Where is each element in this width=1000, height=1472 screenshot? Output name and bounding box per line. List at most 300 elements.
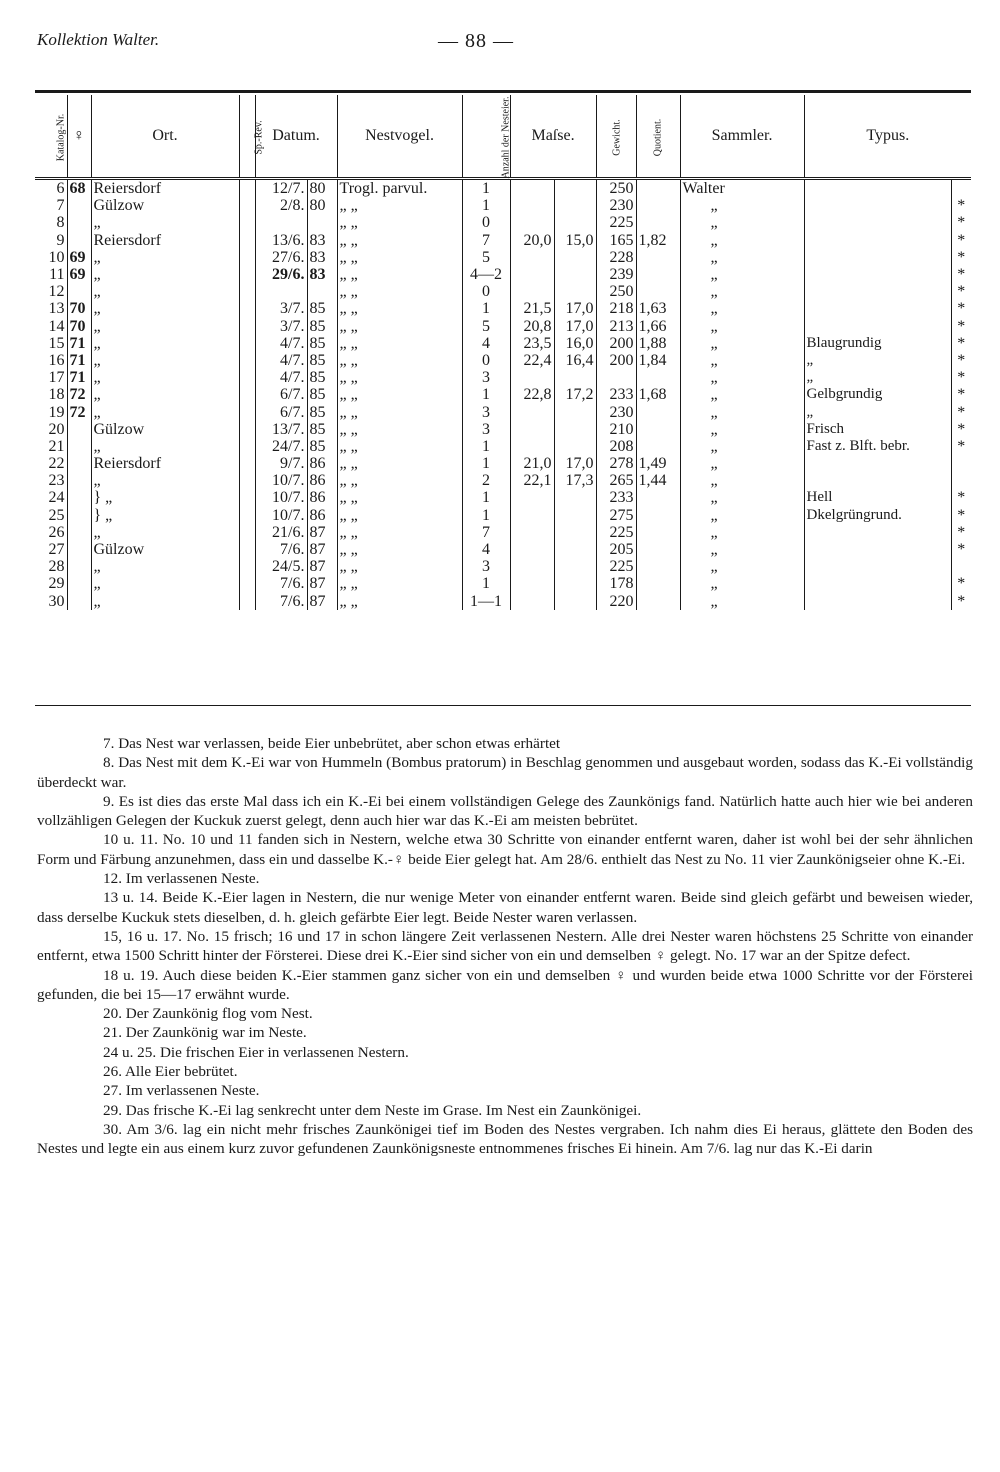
cell-sp <box>239 283 255 300</box>
cell-m2 <box>554 558 596 575</box>
cell-m1: 22,8 <box>510 386 554 403</box>
cell-star: * <box>951 386 971 403</box>
cell-star <box>951 558 971 575</box>
cell-datum: 10/7. <box>255 507 307 524</box>
cell-m2: 16,0 <box>554 335 596 352</box>
cell-f: 69 <box>67 249 91 266</box>
cell-f <box>67 507 91 524</box>
cell-datum: 3/7. <box>255 318 307 335</box>
cell-vogel: Trogl. parvul. <box>337 179 462 198</box>
cell-vogel: „ „ <box>337 438 462 455</box>
cell-ort: „ <box>91 593 239 610</box>
cell-sp <box>239 214 255 231</box>
cell-gew <box>596 369 636 386</box>
col-katalog: Katalog-Nr. <box>35 95 67 179</box>
cell-datum: 6/7. <box>255 403 307 420</box>
cell-m1 <box>510 197 554 214</box>
col-quotient: Quotient. <box>636 95 680 179</box>
cell-sammler: „ <box>680 318 804 335</box>
cell-datum: 10/7. <box>255 472 307 489</box>
cell-n: 0 <box>462 352 510 369</box>
cell-star: * <box>951 335 971 352</box>
cell-yr: 83 <box>307 249 337 266</box>
cell-star: * <box>951 541 971 558</box>
cell-n: 3 <box>462 369 510 386</box>
cell-typ <box>804 318 951 335</box>
cell-datum: 21/6. <box>255 524 307 541</box>
cell-f: 72 <box>67 386 91 403</box>
cell-nr: 8 <box>56 214 65 232</box>
cell-datum: 4/7. <box>255 369 307 386</box>
cell-datum: 29/6. <box>255 266 307 283</box>
cell-sammler: „ <box>680 541 804 558</box>
cell-ort: „ <box>91 335 239 352</box>
cell-typ <box>804 300 951 317</box>
cell-yr: 87 <box>307 541 337 558</box>
cell-vogel: „ „ <box>337 403 462 420</box>
cell-n: 4—2 <box>462 266 510 283</box>
table-row <box>35 455 971 472</box>
cell-gew: 278 <box>596 455 636 472</box>
cell-sammler: „ <box>680 438 804 455</box>
cell-m1: 20,0 <box>510 232 554 249</box>
cell-gew: 220 <box>596 593 636 610</box>
cell-n: 3 <box>462 421 510 438</box>
cell-m2: 17,3 <box>554 472 596 489</box>
table-row <box>35 300 971 317</box>
cell-sp <box>239 438 255 455</box>
cell-m1: 21,0 <box>510 455 554 472</box>
table-row <box>35 214 971 231</box>
cell-gew: 225 <box>596 214 636 231</box>
cell-sp <box>239 455 255 472</box>
cell-nr: 14 <box>48 317 65 335</box>
page-number: — 88 — <box>438 30 514 52</box>
cell-n: 7 <box>462 232 510 249</box>
cell-sp <box>239 232 255 249</box>
cell-yr: 85 <box>307 318 337 335</box>
cell-typ: „ <box>804 403 951 420</box>
cell-sp <box>239 179 255 198</box>
cell-nr: 22 <box>48 455 65 473</box>
cell-m1 <box>510 575 554 592</box>
cell-quot: 1,49 <box>636 455 680 472</box>
cell-f <box>67 214 91 231</box>
footnote-paragraph: 30. Am 3/6. lag ein nicht mehr frisches Zaunkönigei tief im Boden des Nestes vergraben. Ich nahm dies Ei heraus, glättete den Boden des Nestes und legte ein aus einem kurz zuvor gefundenen Zaunkönigsneste entnommenes frisches Ei hinein. Am 7/6. lag nur das K.-Ei darin <box>37 1120 973 1158</box>
cell-sp <box>239 369 255 386</box>
cell-gew: 239 <box>596 266 636 283</box>
cell-star: * <box>951 421 971 438</box>
cell-sp <box>239 593 255 610</box>
table-row <box>35 472 971 489</box>
cell-yr: 87 <box>307 524 337 541</box>
cell-datum: 12/7. <box>255 179 307 198</box>
table-row <box>35 489 971 506</box>
table-row <box>35 318 971 335</box>
cell-m1 <box>510 524 554 541</box>
cell-f: 69 <box>67 266 91 283</box>
cell-sammler: „ <box>680 214 804 231</box>
cell-yr: 85 <box>307 369 337 386</box>
cell-yr: 87 <box>307 558 337 575</box>
cell-quot <box>636 197 680 214</box>
cell-star: * <box>951 593 971 610</box>
cell-nr: 30 <box>48 592 65 610</box>
cell-sammler: „ <box>680 403 804 420</box>
col-sprev: Sp.-Rev. <box>239 95 255 179</box>
table-row <box>35 249 971 266</box>
cell-sp <box>239 318 255 335</box>
footnote-paragraph: 15, 16 u. 17. No. 15 frisch; 16 und 17 in schon längere Zeit verlassenen Nestern. Alle drei Nester waren höchstens 25 Schritte von einander entfernt, etwa 1500 Schritt hinter der Försterei. Diese drei K.-Eier sind sicher von ein und demselben ♀ gelegt. No. 17 war an der Spitze defect. <box>37 927 973 965</box>
cell-ort: „ <box>91 300 239 317</box>
cell-quot <box>636 558 680 575</box>
cell-vogel: „ „ <box>337 318 462 335</box>
cell-ort: „ <box>91 283 239 300</box>
cell-datum <box>255 283 307 300</box>
cell-typ: Hell <box>804 489 951 506</box>
cell-vogel: „ „ <box>337 352 462 369</box>
cell-typ <box>804 266 951 283</box>
cell-nr: 19 <box>48 403 65 421</box>
cell-m1 <box>510 541 554 558</box>
cell-sp <box>239 386 255 403</box>
cell-quot <box>636 214 680 231</box>
table-row <box>35 266 971 283</box>
cell-yr: 83 <box>307 232 337 249</box>
cell-gew: 250 <box>596 179 636 198</box>
col-gewicht: Gewicht. <box>596 95 636 179</box>
cell-m2 <box>554 179 596 198</box>
cell-nr: 27 <box>48 541 65 559</box>
cell-n: 1 <box>462 179 510 198</box>
cell-typ <box>804 214 951 231</box>
cell-f <box>67 575 91 592</box>
cell-gew: 205 <box>596 541 636 558</box>
cell-n: 1 <box>462 455 510 472</box>
cell-f <box>67 489 91 506</box>
table-row <box>35 352 971 369</box>
cell-m1: 23,5 <box>510 335 554 352</box>
cell-nr: 29 <box>48 575 65 593</box>
cell-sammler: „ <box>680 352 804 369</box>
cell-nr: 18 <box>48 386 65 404</box>
cell-m2 <box>554 403 596 420</box>
cell-sp <box>239 352 255 369</box>
cell-sammler: „ <box>680 489 804 506</box>
cell-sammler: „ <box>680 300 804 317</box>
cell-typ: „ <box>804 369 951 386</box>
cell-ort: Reiersdorf <box>91 179 239 198</box>
cell-vogel: „ „ <box>337 214 462 231</box>
cell-yr: 86 <box>307 507 337 524</box>
table-row <box>35 593 971 610</box>
cell-quot: 1,88 <box>636 335 680 352</box>
cell-typ: Blaugrundig <box>804 335 951 352</box>
cell-ort: } „ <box>91 489 239 506</box>
cell-star: * <box>951 575 971 592</box>
cell-gew: 200 <box>596 335 636 352</box>
cell-n: 2 <box>462 472 510 489</box>
cell-nr: 21 <box>48 437 65 455</box>
cell-vogel: „ „ <box>337 455 462 472</box>
cell-m2: 15,0 <box>554 232 596 249</box>
cell-vogel: „ „ <box>337 489 462 506</box>
cell-ort: „ <box>91 472 239 489</box>
cell-sammler: „ <box>680 593 804 610</box>
cell-f: 71 <box>67 352 91 369</box>
cell-vogel: „ „ <box>337 266 462 283</box>
cell-ort: Reiersdorf <box>91 455 239 472</box>
cell-ort: „ <box>91 575 239 592</box>
cell-f <box>67 593 91 610</box>
cell-sammler: „ <box>680 524 804 541</box>
footnote-paragraph: 29. Das frische K.-Ei lag senkrecht unter dem Neste im Grase. Im Nest ein Zaunkönigei. <box>103 1101 642 1119</box>
cell-star <box>951 472 971 489</box>
cell-typ <box>804 541 951 558</box>
footnote-paragraph: 12. Im verlassenen Neste. <box>103 870 260 888</box>
table-row <box>35 232 971 249</box>
cell-star: * <box>951 283 971 300</box>
footnote-paragraph: 26. Alle Eier bebrütet. <box>103 1063 238 1081</box>
cell-quot <box>636 403 680 420</box>
cell-nr: 26 <box>48 523 65 541</box>
cell-ort: „ <box>91 266 239 283</box>
cell-gew: 233 <box>596 386 636 403</box>
cell-n: 4 <box>462 335 510 352</box>
cell-m2 <box>554 197 596 214</box>
table-row <box>35 507 971 524</box>
cell-gew: 208 <box>596 438 636 455</box>
cell-yr: 85 <box>307 352 337 369</box>
cell-m2: 17,0 <box>554 455 596 472</box>
cell-sammler: „ <box>680 369 804 386</box>
cell-quot: 1,44 <box>636 472 680 489</box>
cell-m1: 20,8 <box>510 318 554 335</box>
cell-m1 <box>510 266 554 283</box>
cell-vogel: „ „ <box>337 421 462 438</box>
cell-sammler: „ <box>680 249 804 266</box>
cell-gew: 265 <box>596 472 636 489</box>
cell-ort: „ <box>91 403 239 420</box>
cell-datum: 3/7. <box>255 300 307 317</box>
cell-m1: 21,5 <box>510 300 554 317</box>
cell-vogel: „ „ <box>337 300 462 317</box>
cell-n: 1 <box>462 197 510 214</box>
cell-f <box>67 421 91 438</box>
cell-m2 <box>554 249 596 266</box>
cell-f <box>67 558 91 575</box>
cell-star: * <box>951 266 971 283</box>
cell-yr: 80 <box>307 179 337 198</box>
cell-f <box>67 541 91 558</box>
cell-quot <box>636 524 680 541</box>
cell-sammler: „ <box>680 335 804 352</box>
table-row <box>35 197 971 214</box>
cell-star: * <box>951 352 971 369</box>
cell-sammler: „ <box>680 421 804 438</box>
cell-quot <box>636 283 680 300</box>
cell-m1 <box>510 179 554 198</box>
cell-nr: 7 <box>56 197 65 215</box>
cell-ort: „ <box>91 369 239 386</box>
cell-ort: „ <box>91 214 239 231</box>
cell-m1 <box>510 403 554 420</box>
cell-nr: 9 <box>56 231 65 249</box>
cell-typ: Fast z. Blft. bebr. <box>804 438 951 455</box>
cell-gew: 213 <box>596 318 636 335</box>
cell-datum: 10/7. <box>255 489 307 506</box>
cell-yr: 85 <box>307 403 337 420</box>
cell-m1 <box>510 489 554 506</box>
cell-m2 <box>554 489 596 506</box>
cell-nr: 23 <box>48 472 65 490</box>
cell-vogel: „ „ <box>337 197 462 214</box>
cell-sammler: „ <box>680 232 804 249</box>
cell-vogel: „ „ <box>337 283 462 300</box>
cell-nr: 28 <box>48 558 65 576</box>
cell-quot <box>636 507 680 524</box>
col-ort: Ort. <box>91 95 239 179</box>
cell-sp <box>239 249 255 266</box>
cell-typ: Gelbgrundig <box>804 386 951 403</box>
cell-yr: 85 <box>307 335 337 352</box>
table-row <box>35 524 971 541</box>
cell-ort: „ <box>91 438 239 455</box>
cell-f: 72 <box>67 403 91 420</box>
cell-quot: 1,66 <box>636 318 680 335</box>
cell-m1 <box>510 421 554 438</box>
cell-star: * <box>951 318 971 335</box>
cell-vogel: „ „ <box>337 232 462 249</box>
cell-f <box>67 472 91 489</box>
cell-sp <box>239 541 255 558</box>
cell-nr: 24 <box>48 489 65 507</box>
cell-typ <box>804 197 951 214</box>
footnote-paragraph: 10 u. 11. No. 10 und 11 fanden sich in Nestern, welche etwa 30 Schritte von einander entfernt waren, daher ist wohl bei der sehr ähnlichen Form und Färbung anzunehmen, dass ein und dasselbe K.-♀ beide Eier gelegt hat. Am 28/6. enthielt das Nest zu No. 11 vier Zaunkönigseier ohne K.-Ei. <box>37 831 973 868</box>
cell-quot <box>636 369 680 386</box>
cell-typ <box>804 558 951 575</box>
footnote-paragraph: 21. Der Zaunkönig war im Neste. <box>103 1024 307 1042</box>
cell-m2 <box>554 283 596 300</box>
cell-gew: 233 <box>596 489 636 506</box>
cell-typ: Dkelgrüngrund. <box>804 507 951 524</box>
cell-sammler: „ <box>680 455 804 472</box>
cell-quot <box>636 249 680 266</box>
cell-yr: 83 <box>307 266 337 283</box>
catalog-table <box>35 95 971 610</box>
cell-f <box>67 283 91 300</box>
col-typus: Typus. <box>804 95 971 179</box>
cell-quot: 1,84 <box>636 352 680 369</box>
cell-star: * <box>951 300 971 317</box>
cell-ort: „ <box>91 558 239 575</box>
cell-gew: 178 <box>596 575 636 592</box>
cell-quot <box>636 421 680 438</box>
cell-m1 <box>510 593 554 610</box>
cell-vogel: „ „ <box>337 593 462 610</box>
cell-datum: 27/6. <box>255 249 307 266</box>
cell-sammler: „ <box>680 386 804 403</box>
cell-datum: 4/7. <box>255 352 307 369</box>
table-row <box>35 283 971 300</box>
cell-n: 5 <box>462 249 510 266</box>
cell-quot <box>636 489 680 506</box>
cell-ort: „ <box>91 318 239 335</box>
footnote-paragraph: 24 u. 25. Die frischen Eier in verlassenen Nestern. <box>103 1043 409 1061</box>
cell-yr: 86 <box>307 472 337 489</box>
cell-sp <box>239 421 255 438</box>
table-header-row <box>35 95 971 179</box>
cell-quot <box>636 541 680 558</box>
cell-gew: 218 <box>596 300 636 317</box>
cell-gew: 165 <box>596 232 636 249</box>
cell-nr: 15 <box>48 334 65 352</box>
cell-n: 1 <box>462 507 510 524</box>
cell-nr: 13 <box>48 300 65 318</box>
col-masse: Maſse. <box>510 95 596 179</box>
cell-vogel: „ „ <box>337 524 462 541</box>
cell-datum: 7/6. <box>255 593 307 610</box>
cell-m2: 17,0 <box>554 318 596 335</box>
cell-ort: „ <box>91 352 239 369</box>
cell-gew: 200 <box>596 352 636 369</box>
cell-quot <box>636 593 680 610</box>
cell-yr <box>307 283 337 300</box>
cell-ort: Gülzow <box>91 197 239 214</box>
cell-f <box>67 197 91 214</box>
footnote-paragraph: 9. Es ist dies das erste Mal dass ich ein K.-Ei bei einem vollständigen Gelege des Zaunkönigs fand. Natürlich hatte auch hier wie bei anderen vollzähligen Gelegen der Kuckuk zuerst gelegt, denn auch hier war das K.-Ei am meisten bebrütet. <box>37 792 973 830</box>
col-nestvogel: Nestvogel. <box>337 95 462 179</box>
cell-quot: 1,68 <box>636 386 680 403</box>
cell-typ: Frisch <box>804 421 951 438</box>
cell-f <box>67 524 91 541</box>
cell-gew: 275 <box>596 507 636 524</box>
cell-f: 71 <box>67 369 91 386</box>
cell-yr: 87 <box>307 593 337 610</box>
cell-vogel: „ „ <box>337 575 462 592</box>
cell-vogel: „ „ <box>337 249 462 266</box>
cell-typ <box>804 455 951 472</box>
cell-m2 <box>554 507 596 524</box>
cell-typ <box>804 472 951 489</box>
cell-quot: 1,63 <box>636 300 680 317</box>
cell-typ <box>804 524 951 541</box>
cell-typ <box>804 232 951 249</box>
cell-sp <box>239 266 255 283</box>
cell-yr: 85 <box>307 421 337 438</box>
cell-ort: } „ <box>91 507 239 524</box>
cell-f <box>67 232 91 249</box>
cell-n: 1—1 <box>462 593 510 610</box>
table-row <box>35 421 971 438</box>
footnote-paragraph: 20. Der Zaunkönig flog vom Nest. <box>103 1005 313 1023</box>
cell-star: * <box>951 214 971 231</box>
cell-nr: 20 <box>48 420 65 438</box>
cell-datum: 13/6. <box>255 232 307 249</box>
table-row <box>35 386 971 403</box>
cell-m2 <box>554 266 596 283</box>
table-row <box>35 438 971 455</box>
col-datum: Datum. <box>255 95 337 179</box>
cell-yr: 86 <box>307 489 337 506</box>
cell-gew: 225 <box>596 558 636 575</box>
cell-f: 71 <box>67 335 91 352</box>
cell-datum: 9/7. <box>255 455 307 472</box>
cell-yr: 85 <box>307 386 337 403</box>
cell-m2 <box>554 369 596 386</box>
footnote-paragraph: 7. Das Nest war verlassen, beide Eier unbebrütet, aber schon etwas erhärtet <box>103 735 561 752</box>
cell-typ: „ <box>804 352 951 369</box>
